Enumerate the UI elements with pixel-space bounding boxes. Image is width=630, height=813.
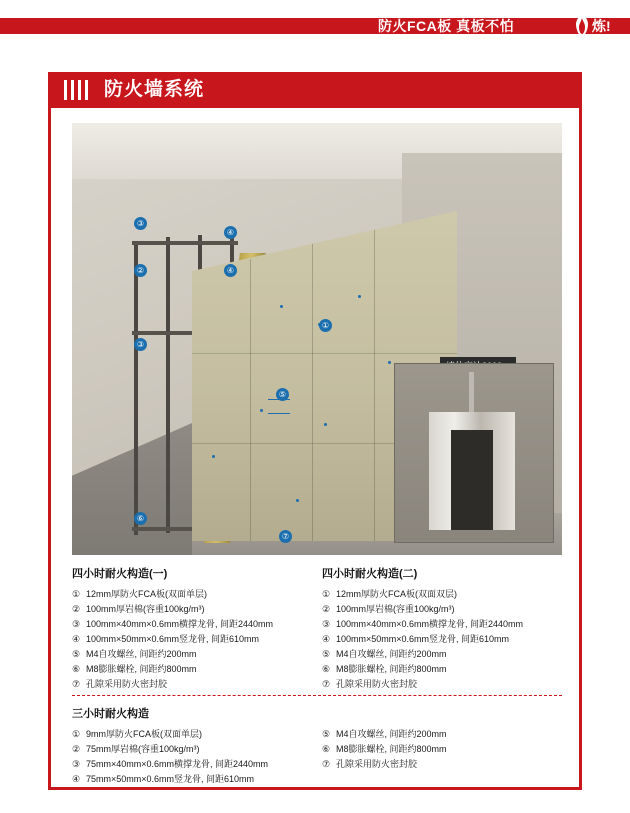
spec-item-text: M4自攻螺丝, 间距约200mm bbox=[86, 649, 197, 659]
spec-item-num: ⑦ bbox=[322, 679, 331, 689]
top-banner bbox=[0, 0, 630, 48]
photo-screw-dot bbox=[296, 499, 299, 502]
spec-column-three-hour-left bbox=[72, 707, 312, 787]
spec-item-num: ④ bbox=[322, 634, 331, 644]
spec-heading-four-hour-b: 四小时耐火构造(二) bbox=[322, 568, 418, 580]
photo-marker-3: ③ bbox=[134, 217, 147, 230]
spec-item-num: ① bbox=[322, 589, 331, 599]
spec-item bbox=[72, 677, 312, 692]
spec-heading-three-hour: 三小时耐火构造 bbox=[72, 708, 149, 720]
spec-item-num: ③ bbox=[72, 759, 81, 769]
spec-item bbox=[322, 647, 562, 662]
spec-heading-four-hour-a: 四小时耐火构造(一) bbox=[72, 568, 168, 580]
spec-item-num: ⑤ bbox=[322, 649, 331, 659]
spec-item-num: ② bbox=[322, 604, 331, 614]
spec-item-num: ⑤ bbox=[72, 649, 81, 659]
banner-slogan: 防火FCA板 真板不怕 bbox=[378, 18, 515, 34]
spec-item-text: M8膨胀螺栓, 间距约800mm bbox=[336, 664, 447, 674]
spec-item bbox=[322, 727, 562, 742]
spec-item-num: ① bbox=[72, 589, 81, 599]
spec-column-four-hour-b bbox=[322, 567, 562, 692]
photo-marker-7: ⑦ bbox=[279, 530, 292, 543]
spec-item-text: M4自攻螺丝, 间距约200mm bbox=[336, 729, 447, 739]
photo-marker-1: ① bbox=[319, 319, 332, 332]
photo-marker-2: ② bbox=[134, 264, 147, 277]
banner-slogan-tail: 炼! bbox=[592, 18, 611, 34]
spec-item-text: M8膨胀螺栓, 间距约800mm bbox=[336, 744, 447, 754]
spec-item-num: ⑥ bbox=[322, 744, 331, 754]
detail-hanger-rod bbox=[469, 372, 474, 414]
photo-screw-dot bbox=[388, 361, 391, 364]
spec-item-num: ② bbox=[72, 604, 81, 614]
photo-screw-dot bbox=[260, 409, 263, 412]
photo-marker-5: ⑤ bbox=[276, 388, 289, 401]
spec-item-text: 孔隙采用防火密封胶 bbox=[336, 679, 418, 689]
flame-icon bbox=[573, 10, 591, 36]
spec-item-num: ① bbox=[72, 729, 81, 739]
spec-item bbox=[72, 647, 312, 662]
spec-item-text: 孔隙采用防火密封胶 bbox=[336, 759, 418, 769]
spec-item-text: 12mm厚防火FCA板(双面单层) bbox=[86, 589, 207, 599]
spec-item bbox=[72, 772, 312, 787]
spec-item-num: ⑦ bbox=[72, 679, 81, 689]
spec-column-four-hour-a bbox=[72, 567, 312, 692]
spec-item-num: ④ bbox=[72, 634, 81, 644]
photo-screw-dot bbox=[358, 295, 361, 298]
photo-screw-dot bbox=[280, 305, 283, 308]
photo-screw-dot bbox=[324, 423, 327, 426]
spec-item-text: M8膨胀螺栓, 间距约800mm bbox=[86, 664, 197, 674]
spec-item bbox=[322, 757, 562, 772]
page-frame bbox=[48, 72, 582, 790]
banner-bar-left bbox=[0, 18, 350, 34]
spec-item-num: ⑤ bbox=[322, 729, 331, 739]
spec-item bbox=[322, 677, 562, 692]
spec-item bbox=[72, 662, 312, 677]
spec-item-text: 9mm厚防火FCA板(双面单层) bbox=[86, 729, 202, 739]
spec-item bbox=[72, 727, 312, 742]
spec-item-num: ② bbox=[72, 744, 81, 754]
wall-system-photo bbox=[72, 123, 562, 555]
spec-item bbox=[72, 757, 312, 772]
spec-item bbox=[322, 662, 562, 677]
spec-item-text: 100mm×50mm×0.6mm竖龙骨, 间距610mm bbox=[336, 634, 510, 644]
photo-leader-line bbox=[268, 413, 290, 414]
spec-item-text: M4自攻螺丝, 间距约200mm bbox=[336, 649, 447, 659]
spec-item-num: ③ bbox=[322, 619, 331, 629]
spec-item-text: 100mm×40mm×0.6mm横撑龙骨, 间距2440mm bbox=[86, 619, 274, 629]
page-bottom-bar bbox=[0, 800, 630, 813]
spec-item bbox=[322, 742, 562, 757]
spec-item-text: 75mm厚岩棉(容重100kg/m³) bbox=[86, 744, 200, 754]
spec-item-text: 孔隙采用防火密封胶 bbox=[86, 679, 168, 689]
spec-item-num: ⑥ bbox=[72, 664, 81, 674]
spec-item bbox=[72, 632, 312, 647]
spec-item-text: 12mm厚防火FCA板(双面双层) bbox=[336, 589, 457, 599]
photo-marker-6: ⑥ bbox=[134, 512, 147, 525]
photo-marker-4: ④ bbox=[224, 226, 237, 239]
spec-item bbox=[322, 617, 562, 632]
spec-item bbox=[322, 602, 562, 617]
spec-item-text: 100mm×40mm×0.6mm横撑龙骨, 间距2440mm bbox=[336, 619, 524, 629]
spec-item-num: ⑥ bbox=[322, 664, 331, 674]
section-title-bar bbox=[48, 72, 582, 108]
spec-item-num: ③ bbox=[72, 619, 81, 629]
spec-item bbox=[322, 632, 562, 647]
spec-item-num: ⑦ bbox=[322, 759, 331, 769]
spec-item bbox=[72, 602, 312, 617]
photo-connection-detail-inset bbox=[394, 363, 554, 543]
page-title: 防火墙系统 bbox=[104, 79, 205, 100]
photo-screw-dot bbox=[212, 455, 215, 458]
photo-leader-line bbox=[268, 399, 290, 400]
detail-core-cavity bbox=[451, 430, 493, 530]
spec-item-text: 75mm×50mm×0.6mm竖龙骨, 间距610mm bbox=[86, 774, 255, 784]
spec-item bbox=[72, 617, 312, 632]
photo-marker-3b: ③ bbox=[134, 338, 147, 351]
spec-item-text: 100mm厚岩棉(容重100kg/m³) bbox=[86, 604, 205, 614]
spec-item bbox=[322, 587, 562, 602]
spec-item-text: 100mm×50mm×0.6mm竖龙骨, 间距610mm bbox=[86, 634, 260, 644]
spec-divider bbox=[72, 695, 562, 696]
photo-marker-4b: ④ bbox=[224, 264, 237, 277]
spec-item-text: 75mm×40mm×0.6mm横撑龙骨, 间距2440mm bbox=[86, 759, 269, 769]
spec-item bbox=[72, 742, 312, 757]
spec-item-num: ④ bbox=[72, 774, 81, 784]
hatch-bars-icon bbox=[64, 80, 92, 100]
spec-item bbox=[72, 587, 312, 602]
spec-column-three-hour-right bbox=[322, 727, 562, 772]
spec-item-text: 100mm厚岩棉(容重100kg/m³) bbox=[336, 604, 455, 614]
